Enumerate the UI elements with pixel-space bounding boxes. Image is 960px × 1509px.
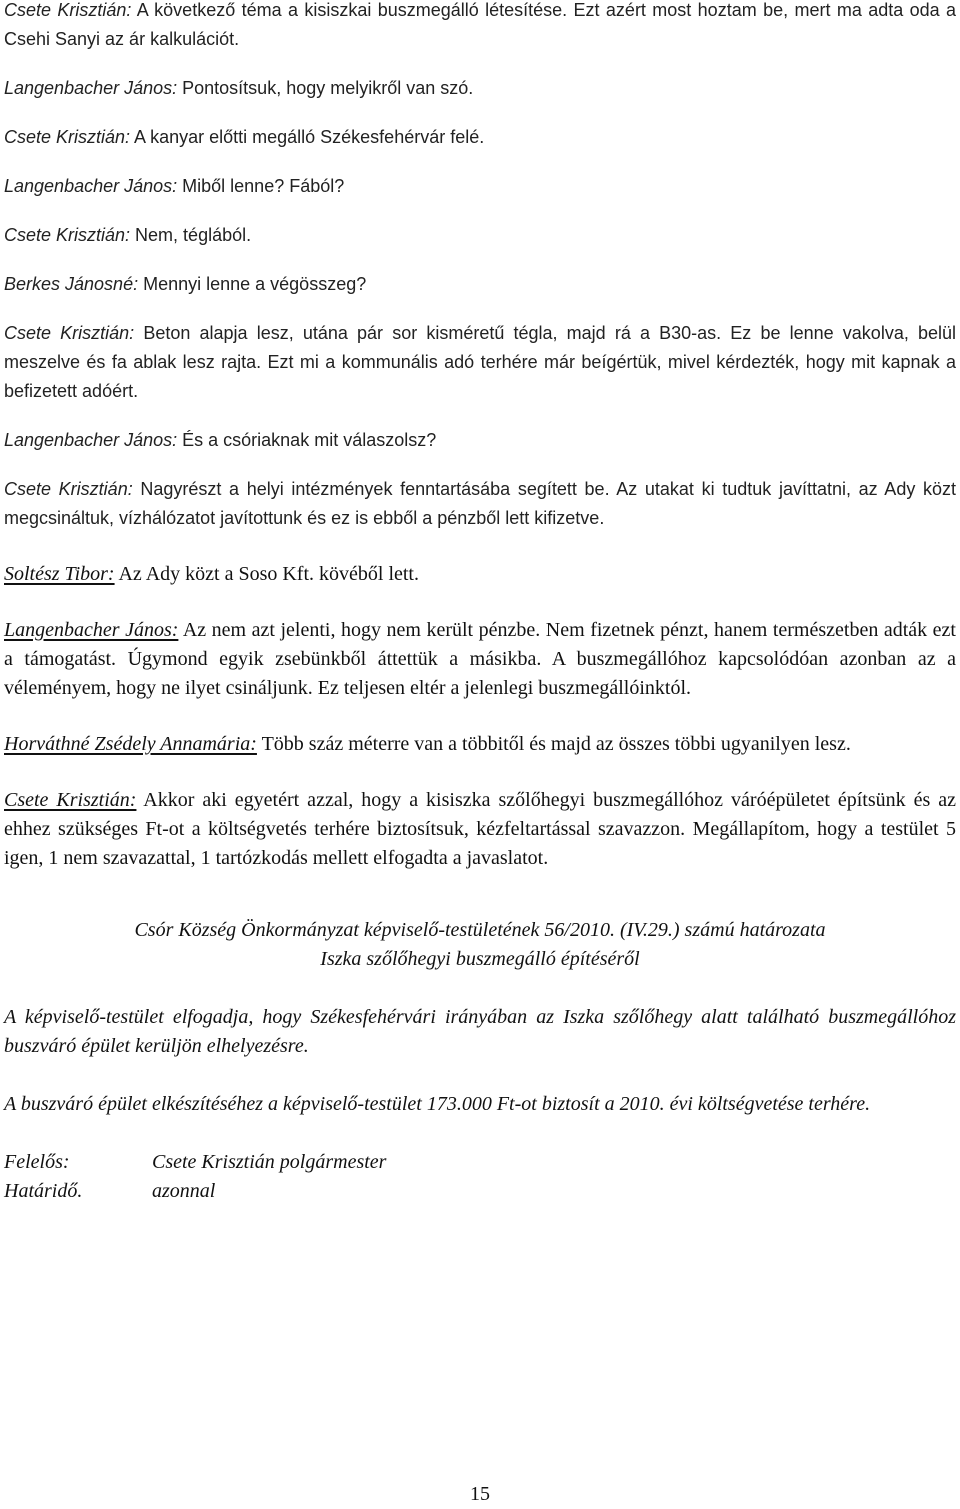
responsible-value: Csete Krisztián polgármester	[152, 1151, 387, 1173]
speaker-name: Csete Krisztián:	[4, 789, 137, 811]
speech-text: Pontosítsuk, hogy melyikről van szó.	[177, 78, 474, 98]
speech-text: Nem, téglából.	[130, 225, 252, 245]
speaker-name: Soltész Tibor:	[4, 563, 115, 585]
paragraph-csete-6	[4, 786, 956, 873]
speaker-name: Csete Krisztián:	[4, 127, 131, 147]
paragraph-langenbacher-3	[4, 426, 956, 455]
paragraph-csete-5	[4, 475, 956, 533]
responsible-label: Felelős:	[4, 1151, 70, 1173]
responsible-row	[4, 1148, 956, 1177]
deadline-label: Határidő.	[4, 1180, 83, 1202]
resolution-body-2: A buszváró épület elkészítéséhez a képviselő-testület 173.000 Ft-ot biztosít a 2010. évi költségvetése terhére.	[4, 1093, 871, 1115]
page-number: 15	[470, 1483, 490, 1505]
paragraph-langenbacher-4	[4, 616, 956, 703]
speech-text: Az nem azt jelenti, hogy nem került pénzbe. Nem fizetnek pénzt, hanem természetben adták ezt a támogatást. Úgymond egyik zsebünkből áttettük a másikba. A buszmegállóhoz kapcsolódóan azonban az a véleményem, hogy ne ilyet csináljunk. Ez teljesen eltér a jelenlegi buszmegállóinktól.	[4, 619, 956, 699]
resolution-body-1: A képviselő-testület elfogadja, hogy Székesfehérvári irányában az Iszka szőlőhegy alatt található buszmegállóhoz buszváró épület kerüljön elhelyezésre.	[4, 1006, 956, 1057]
speech-text: A kanyar előtti megálló Székesfehérvár felé.	[130, 127, 485, 147]
speaker-name: Csete Krisztián:	[4, 225, 131, 245]
speaker-name: Csete Krisztián:	[4, 323, 135, 343]
speaker-name: Langenbacher János:	[4, 78, 178, 98]
paragraph-berkes-1	[4, 270, 956, 299]
speaker-name: Langenbacher János:	[4, 176, 178, 196]
speech-text: Akkor aki egyetért azzal, hogy a kisiszka szőlőhegyi buszmegállóhoz váróépületet építsünk és az ehhez szükséges Ft-ot a költségvetés terhére biztosítsuk, kézfeltartással szavazzon. Megállapítom, hogy a testület 5 igen, 1 nem szavazattal, 1 tartózkodás mellett elfogadta a javaslatot.	[4, 789, 956, 869]
speaker-name: Csete Krisztián:	[4, 479, 133, 499]
paragraph-langenbacher-2	[4, 172, 956, 201]
speech-text: És a csóriaknak mit válaszolsz?	[177, 430, 437, 450]
speech-text: A következő téma a kisiszkai buszmegálló létesítése. Ezt azért most hoztam be, mert ma adta oda a Csehi Sanyi az ár kalkulációt.	[4, 0, 956, 49]
resolution-subtitle: Iszka szőlőhegyi buszmegálló építéséről	[320, 948, 640, 970]
paragraph-csete-3	[4, 221, 956, 250]
speaker-name: Horváthné Zsédely Annamária:	[4, 733, 257, 755]
deadline-value: azonnal	[152, 1180, 216, 1202]
speech-text: Az Ady közt a Soso Kft. kövéből lett.	[114, 563, 419, 585]
paragraph-langenbacher-1	[4, 74, 956, 103]
speech-text: Mennyi lenne a végösszeg?	[138, 274, 367, 294]
speech-text: Több száz méterre van a többitől és majd az összes többi ugyanilyen lesz.	[256, 733, 851, 755]
speech-text: Miből lenne? Fából?	[177, 176, 345, 196]
speaker-name: Csete Krisztián:	[4, 0, 132, 20]
paragraph-csete-4	[4, 319, 956, 406]
speaker-name: Berkes Jánosné:	[4, 274, 139, 294]
paragraph-horvathne-1	[4, 730, 956, 759]
speech-text: Beton alapja lesz, utána pár sor kisméretű tégla, majd rá a B30-as. Ez be lenne vakolva, belül meszelve és fa ablak lesz rajta. Ezt mi a kommunális adó terhére már beígértük, mivel kérdezték, hogy mit kapnak a befizetett adóért.	[4, 323, 956, 401]
speaker-name: Langenbacher János:	[4, 430, 178, 450]
deadline-row	[4, 1177, 956, 1206]
speech-text: Nagyrészt a helyi intézmények fenntartásába segített be. Az utakat ki tudtuk javíttatni, az Ady közt megcsináltuk, vízhálózatot javítottunk és ez is ebből a pénzből lett kifizetve.	[4, 479, 956, 528]
paragraph-csete-2	[4, 123, 956, 152]
resolution-title: Csór Község Önkormányzat képviselő-testületének 56/2010. (IV.29.) számú határozata	[134, 919, 826, 941]
paragraph-csete-1	[4, 0, 956, 54]
speaker-name: Langenbacher János:	[4, 619, 179, 641]
paragraph-soltesz-1	[4, 560, 956, 589]
